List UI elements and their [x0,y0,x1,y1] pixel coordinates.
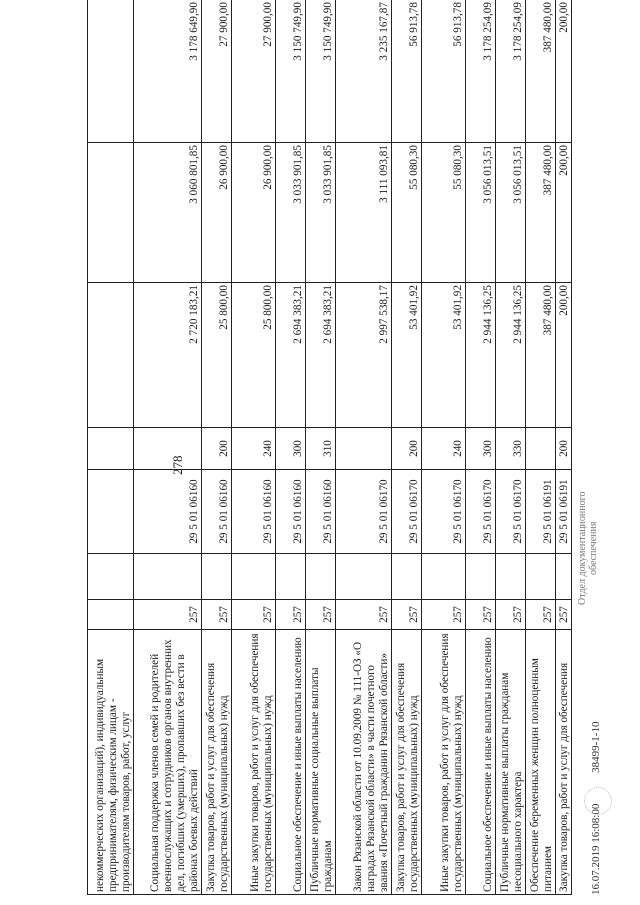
row-expense-type-cell: 330 [496,428,526,470]
row-code-cell: 257 [556,600,572,630]
seal-mark [584,787,612,815]
row-target-article-cell: 29 5 01 06191 [556,470,572,554]
row-expense-type-cell: 200 [556,428,572,470]
row-amount-year1-cell: 53 401,92 [392,283,422,428]
row-name-cell: Публичные нормативные социальные выплаты гражданам [306,630,336,895]
table-row [306,0,336,895]
row-amount-year2-cell: 26 900,00 [202,143,232,283]
row-section-cell [496,554,526,600]
row-expense-type-cell: 240 [232,428,276,470]
table-row [496,0,526,895]
row-amount-year3-cell: 27 900,00 [232,0,276,143]
row-target-article-cell: 29 5 01 06160 [232,470,276,554]
table-row [134,0,202,895]
row-amount-year3-cell: 3 178 254,09 [496,0,526,143]
row-amount-year3-cell: 27 900,00 [202,0,232,143]
row-amount-year1-cell: 200,00 [556,283,572,428]
row-amount-year3-cell: 3 150 749,90 [276,0,306,143]
row-target-article-cell: 29 5 01 06191 [526,470,556,554]
row-code-cell: 257 [232,600,276,630]
row-name-cell: Закупка товаров, работ и услуг для обеспечения государственных (муниципальных) нужд [202,630,232,895]
row-code-cell: 257 [276,600,306,630]
row-name-cell: некоммерческих организаций), индивидуальным предпринимателям, физическим лицам - производителям товаров, работ, услуг [88,630,134,895]
row-target-article-cell: 29 5 01 06160 [134,470,202,554]
row-code-cell: 257 [392,600,422,630]
row-code-cell [88,600,134,630]
row-section-cell [134,554,202,600]
row-code-cell: 257 [202,600,232,630]
row-amount-year1-cell: 2 694 383,21 [276,283,306,428]
row-amount-year2-cell: 3 033 901,85 [276,143,306,283]
stamp-line-1: Отдел документационного [577,491,588,605]
row-target-article-cell: 29 5 01 06170 [336,470,392,554]
row-name-cell: Социальное обеспечение и иные выплаты населению [276,630,306,895]
row-amount-year2-cell: 200,00 [556,143,572,283]
table-row [422,0,466,895]
row-amount-year1-cell: 25 800,00 [202,283,232,428]
row-expense-type-cell: 200 [202,428,232,470]
row-expense-type-cell: 310 [306,428,336,470]
row-amount-year1-cell: 2 997 538,17 [336,283,392,428]
row-amount-year3-cell: 200,00 [556,0,572,143]
row-amount-year3-cell: 3 150 749,90 [306,0,336,143]
budget-table [87,0,572,895]
department-stamp [577,492,599,605]
row-name-cell: Закон Рязанской области от 10.09.2009 № 111-ОЗ «О наградах Рязанской области» в части почетного звания «Почетный гражданин Рязанской области» [336,630,392,895]
row-amount-year1-cell: 25 800,00 [232,283,276,428]
row-section-cell [526,554,556,600]
table-row [202,0,232,895]
table-row [392,0,422,895]
row-target-article-cell: 29 5 01 06170 [392,470,422,554]
row-section-cell [336,554,392,600]
row-code-cell: 257 [306,600,336,630]
row-name-cell: Социальная поддержка членов семей и родителей военнослужащих и сотрудников органов внутренних дел, погибших (умерших), пропавших без вести в районах боевых действий [134,630,202,895]
row-amount-year3-cell: 3 235 167,87 [336,0,392,143]
row-expense-type-cell [88,428,134,470]
row-amount-year3-cell: 56 913,78 [392,0,422,143]
row-section-cell [392,554,422,600]
row-expense-type-cell: 300 [276,428,306,470]
table-row [276,0,306,895]
row-name-cell: Закупка товаров, работ и услуг для обеспечения [556,630,572,895]
row-name-cell: Иные закупки товаров, работ и услуг для обеспечения государственных (муниципальных) нужд [422,630,466,895]
row-section-cell [202,554,232,600]
row-target-article-cell [88,470,134,554]
row-target-article-cell: 29 5 01 06170 [422,470,466,554]
row-amount-year2-cell: 3 033 901,85 [306,143,336,283]
table-row [556,0,572,895]
row-amount-year2-cell: 3 111 093,81 [336,143,392,283]
row-expense-type-cell: 200 [392,428,422,470]
row-amount-year2-cell: 55 080,30 [392,143,422,283]
row-target-article-cell: 29 5 01 06170 [466,470,496,554]
stamp-line-2: обеспечения [588,521,599,575]
table-row [232,0,276,895]
row-amount-year1-cell: 2 944 136,25 [466,283,496,428]
row-name-cell: Обеспечение беременных женщин полноценным питанием [526,630,556,895]
row-amount-year2-cell: 3 056 013,51 [496,143,526,283]
row-amount-year2-cell: 26 900,00 [232,143,276,283]
row-code-cell: 257 [422,600,466,630]
table-row [336,0,392,895]
row-name-cell: Социальное обеспечение и иные выплаты населению [466,630,496,895]
row-expense-type-cell: 300 [466,428,496,470]
row-amount-year2-cell: 387 480,00 [526,143,556,283]
row-amount-year3-cell: 3 178 649,90 [134,0,202,143]
table-row [88,0,134,895]
row-code-cell: 257 [466,600,496,630]
row-code-cell: 257 [526,600,556,630]
row-name-cell: Иные закупки товаров, работ и услуг для обеспечения государственных (муниципальных) нужд [232,630,276,895]
row-section-cell [306,554,336,600]
row-code-cell: 257 [336,600,392,630]
row-target-article-cell: 29 5 01 06160 [202,470,232,554]
row-section-cell [232,554,276,600]
row-amount-year1-cell: 387 480,00 [526,283,556,428]
row-section-cell [466,554,496,600]
row-amount-year3-cell [88,0,134,143]
row-name-cell: Публичные нормативные выплаты гражданам несоциального характера [496,630,526,895]
row-amount-year2-cell: 3 060 801,85 [134,143,202,283]
footer-timestamp: 16.07.2019 16:08:00 [590,803,602,895]
row-amount-year1-cell: 2 720 183,21 [134,283,202,428]
table-row [526,0,556,895]
row-amount-year3-cell: 387 480,00 [526,0,556,143]
row-amount-year1-cell: 53 401,92 [422,283,466,428]
row-target-article-cell: 29 5 01 06170 [496,470,526,554]
row-target-article-cell: 29 5 01 06160 [306,470,336,554]
footer-doc-code: 38499-1-10 [590,721,602,773]
row-amount-year2-cell [88,143,134,283]
row-amount-year3-cell: 56 913,78 [422,0,466,143]
row-code-cell: 257 [134,600,202,630]
row-amount-year1-cell: 2 694 383,21 [306,283,336,428]
row-amount-year1-cell: 2 944 136,25 [496,283,526,428]
row-target-article-cell: 29 5 01 06160 [276,470,306,554]
row-expense-type-cell [336,428,392,470]
row-expense-type-cell [526,428,556,470]
row-section-cell [276,554,306,600]
row-expense-type-cell: 240 [422,428,466,470]
row-amount-year2-cell: 55 080,30 [422,143,466,283]
row-section-cell [556,554,572,600]
row-name-cell: Закупка товаров, работ и услуг для обеспечения государственных (муниципальных) нужд [392,630,422,895]
row-code-cell: 257 [496,600,526,630]
budget-table-body [88,0,572,895]
row-section-cell [88,554,134,600]
table-row [466,0,496,895]
row-amount-year1-cell [88,283,134,428]
row-section-cell [422,554,466,600]
row-expense-type-cell [134,428,202,470]
page-number: 278 [170,455,185,475]
row-amount-year2-cell: 3 056 013,51 [466,143,496,283]
row-amount-year3-cell: 3 178 254,09 [466,0,496,143]
